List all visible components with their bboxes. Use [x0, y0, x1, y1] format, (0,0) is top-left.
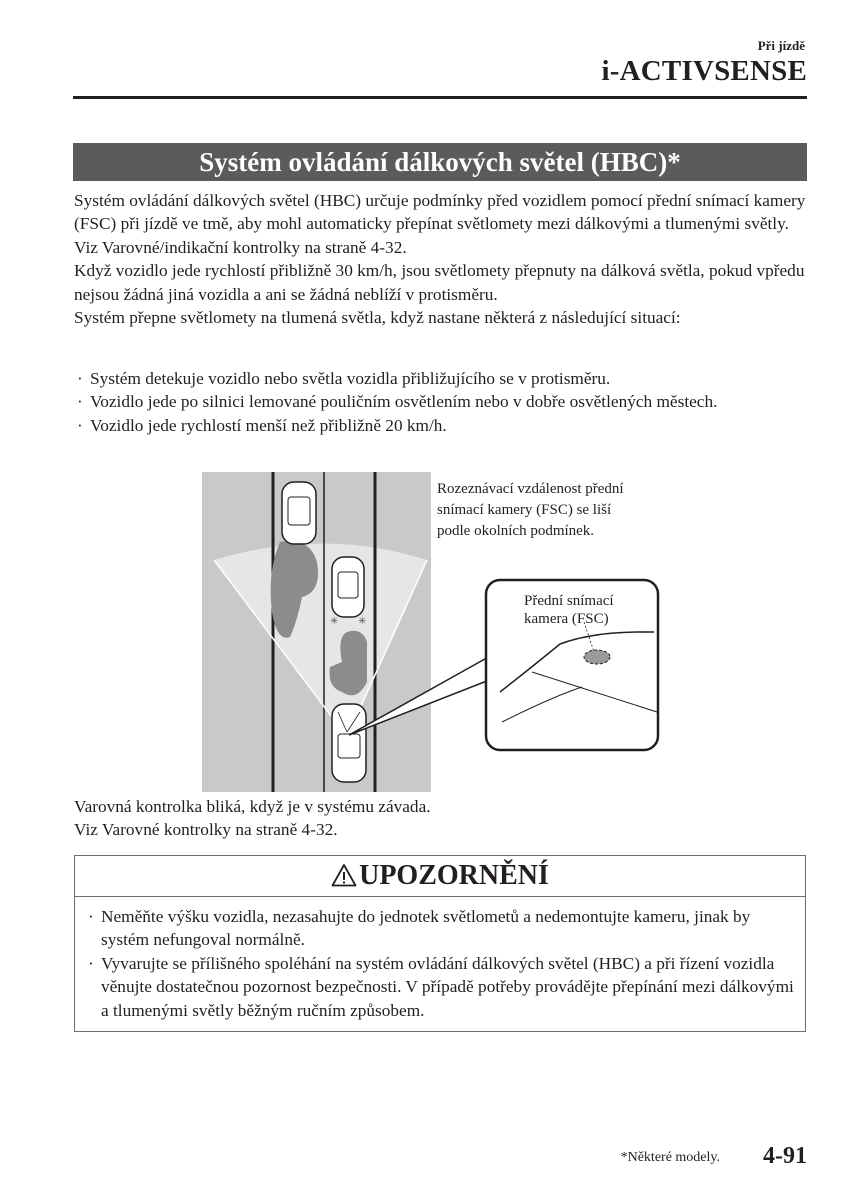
svg-text:✳: ✳: [330, 616, 339, 627]
hbc-illustration: [202, 472, 662, 792]
intro-paragraph: Systém ovládání dálkových světel (HBC) určuje podmínky před vozidlem pomocí přední snímací kamery (FSC) při jízdě ve tmě, aby mohl automaticky přepínat světlomety mezi dálkovými a tlumenými světly.: [74, 191, 806, 234]
caution-header: [75, 856, 805, 897]
list-item-text: Systém detekuje vozidlo nebo světla vozidla přibližujícího se v protisměru.: [90, 369, 611, 388]
list-item: [85, 952, 795, 1022]
warning-light-text: Varovná kontrolka bliká, když je v systému závada.: [74, 797, 431, 816]
header-section-title: i-ACTIVSENSE: [601, 55, 807, 87]
intro-reference: Viz Varovné/indikační kontrolky na straně 4-32.: [74, 237, 407, 257]
list-item: [74, 367, 814, 390]
caution-list: [75, 897, 805, 1022]
camera-label-line-2: kamera (FSC): [524, 611, 609, 627]
range-note-line-3: podle okolních podmínek.: [437, 523, 595, 539]
bullet-dot: ·: [77, 392, 83, 412]
header-chapter: Při jízdě: [757, 38, 805, 53]
page-number: 4-91: [763, 1143, 807, 1169]
list-item-text: Vozidlo jede po silnici lemované pouličním osvětlením nebo v dobře osvětlených městech.: [90, 392, 718, 412]
list-item: [74, 390, 814, 413]
footnote: *Některé modely.: [620, 1150, 720, 1165]
range-note-line-2: snímací kamery (FSC) se liší: [437, 502, 612, 518]
bullet-dot: ·: [77, 415, 83, 435]
intro-paragraph: Když vozidlo jede rychlostí přibližně 30 km/h, jsou světlomety přepnuty na dálková světla, pokud vpředu nejsou žádná jiná vozidla a ani se žádná neblíží v protisměru.: [74, 261, 805, 304]
svg-text:✳: ✳: [358, 616, 367, 627]
section-title-bar: Systém ovládání dálkových světel (HBC)*: [73, 143, 807, 181]
intro-text: [74, 189, 814, 329]
caution-item-text: Vyvarujte se přílišného spoléhání na systém ovládání dálkových světel (HBC) a při řízení vozidla věnujte dostatečnou pozornost bezpečnosti. V případě potřeby provádějte přepínání mezi dálkovými a tlumenými světly běžným ručním způsobem.: [101, 953, 794, 1020]
bullet-dot: ·: [88, 907, 94, 926]
list-item: [85, 905, 795, 952]
warning-light-reference: Viz Varovné kontrolky na straně 4-32.: [74, 820, 338, 840]
range-note-line-1: Rozeznávací vzdálenost přední: [437, 481, 624, 497]
bullet-dot: ·: [88, 953, 94, 973]
caution-item-text: Neměňte výšku vozidla, nezasahujte do jednotek světlometů a nedemontujte kameru, jinak by systém nefungoval normálně.: [101, 907, 751, 950]
bullet-dot: ·: [77, 369, 83, 388]
intro-paragraph: Systém přepne světlomety na tlumená světla, když nastane některá z následující situací:: [74, 308, 681, 328]
conditions-list: [74, 367, 814, 437]
caution-title: UPOZORNĚNÍ: [359, 860, 549, 891]
list-item: [74, 414, 814, 437]
road-diagram: [202, 472, 662, 792]
warning-light-note: [74, 795, 814, 842]
camera-label-line-1: Přední snímací: [524, 593, 614, 609]
list-item-text: Vozidlo jede rychlostí menší než přibližně 20 km/h.: [90, 415, 447, 435]
header-rule: [73, 96, 807, 99]
warning-triangle-icon: [331, 863, 357, 887]
caution-box: [74, 855, 806, 1032]
